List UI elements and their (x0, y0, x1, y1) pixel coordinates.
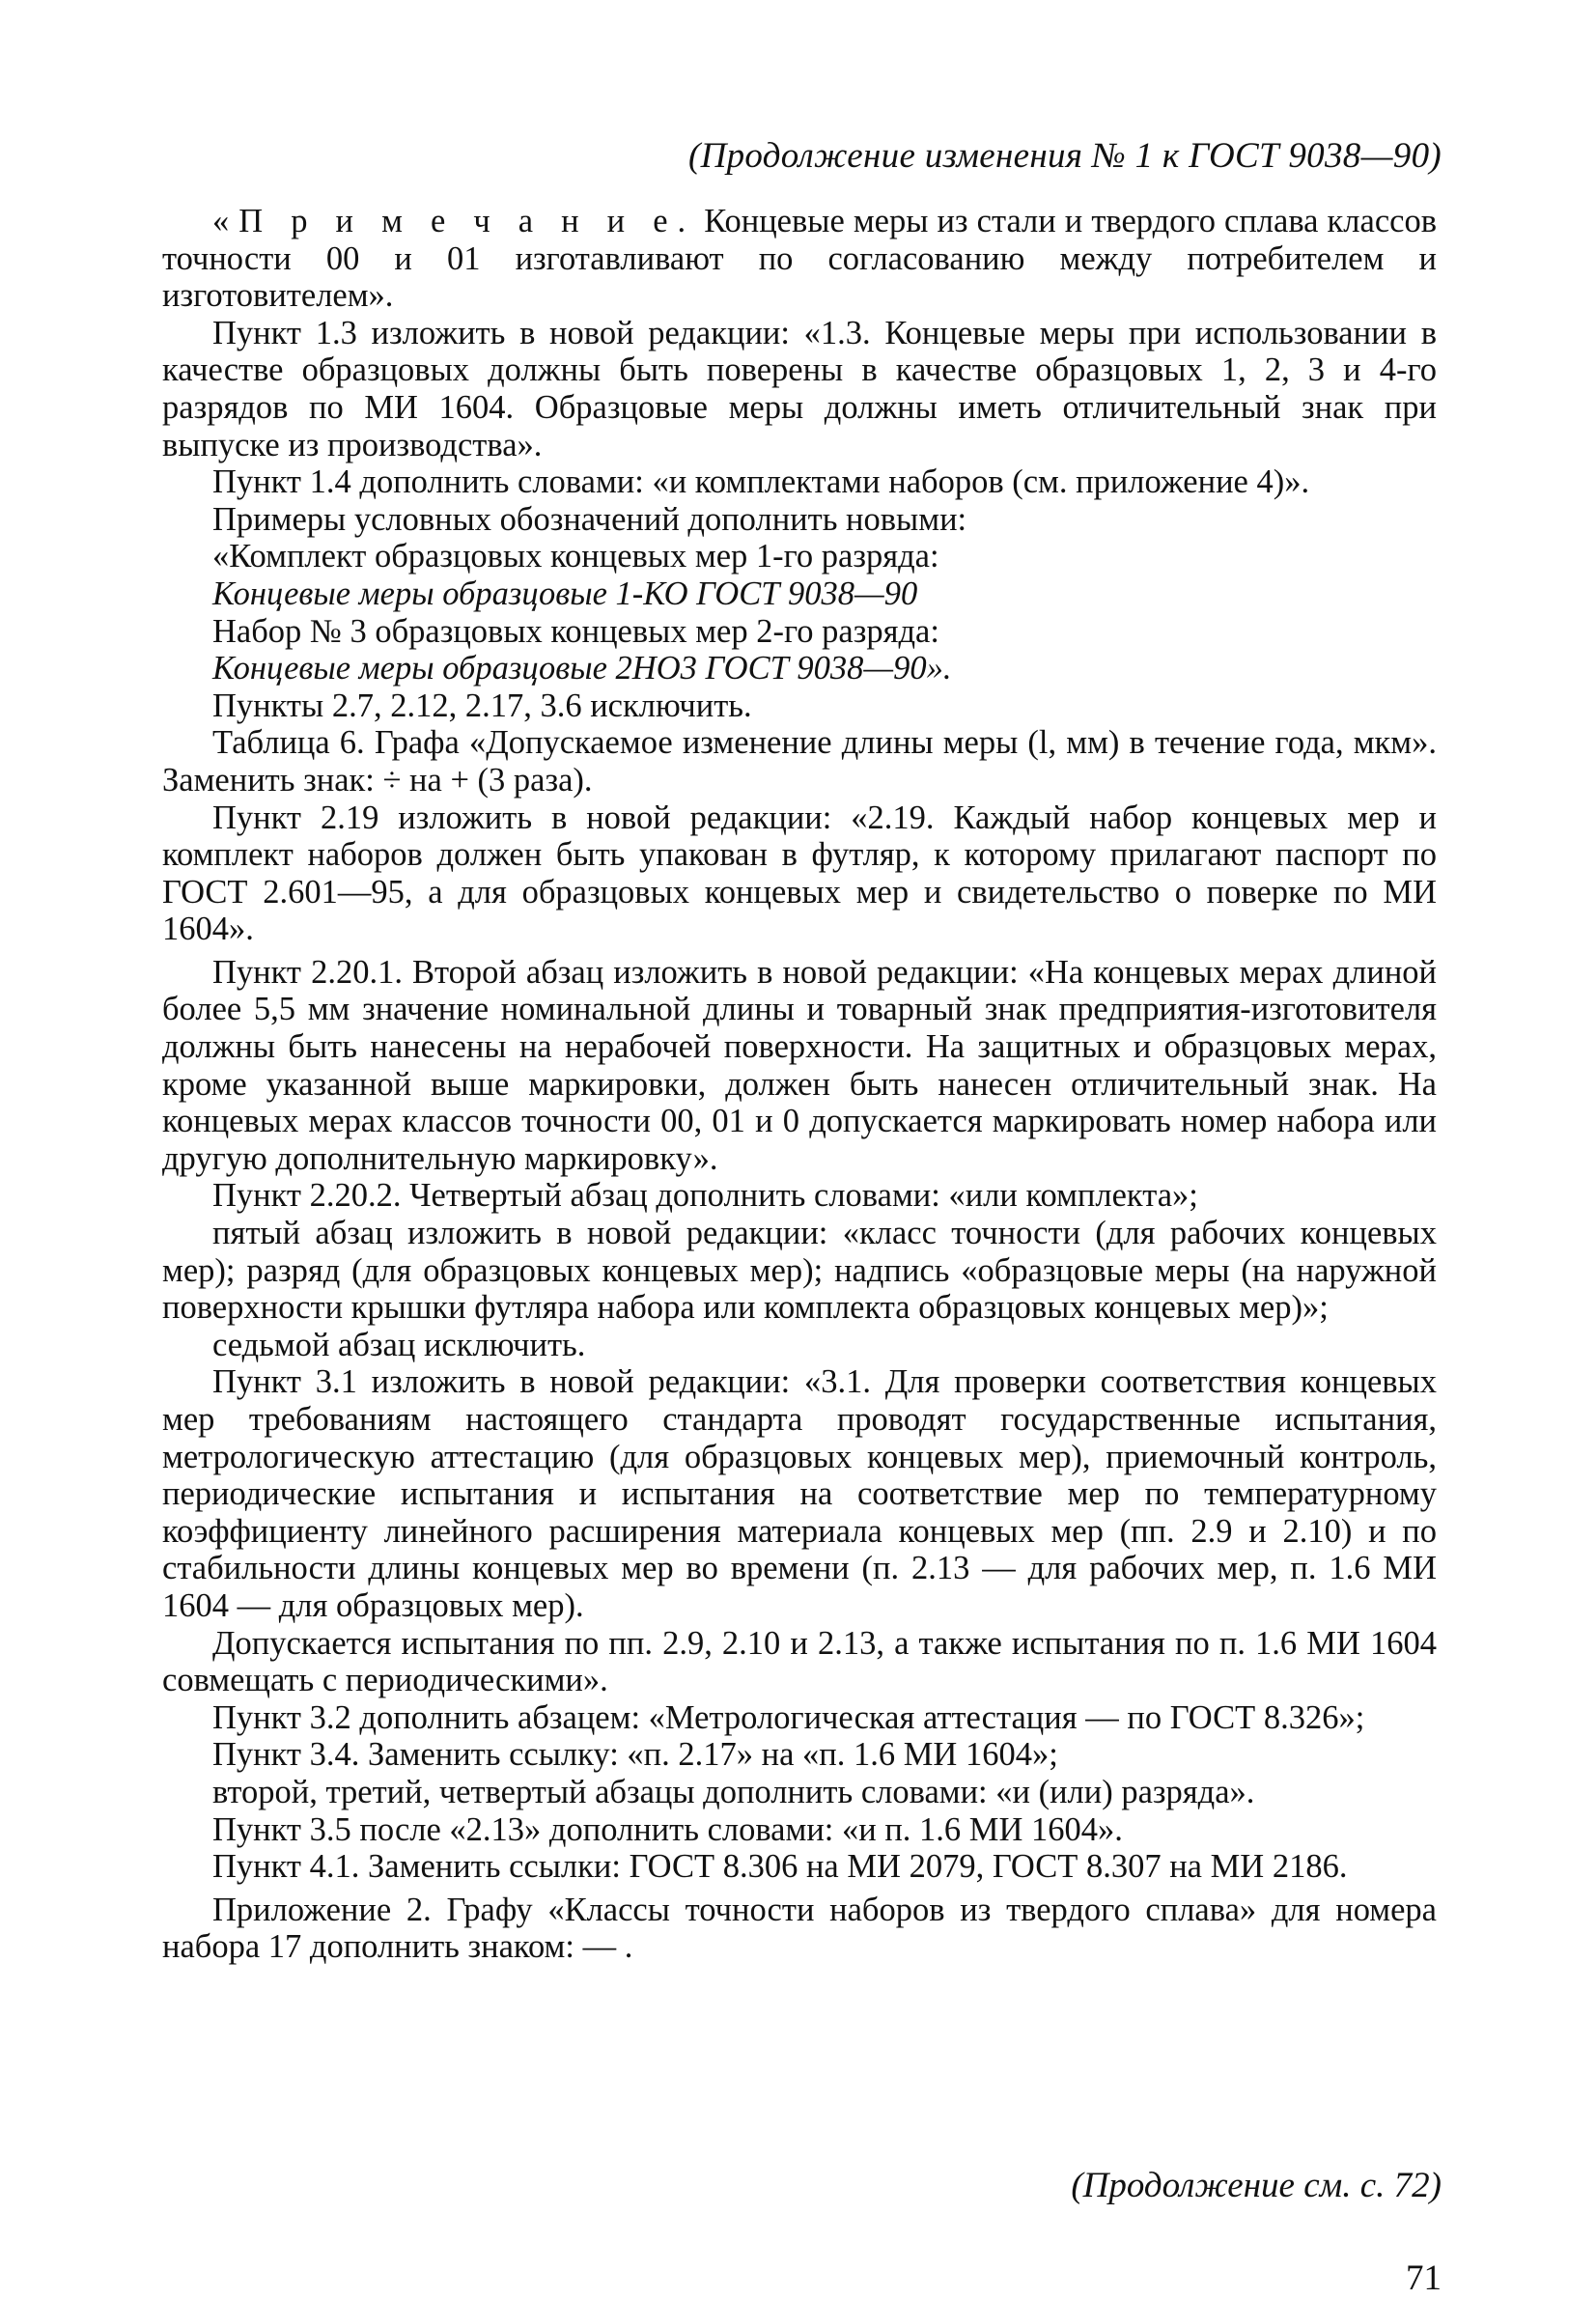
paragraph-second-third: второй, третий, четвертый абзацы дополнить словами: «и (или) разряда». (212, 1773, 1255, 1810)
paragraph-2-20-1: Пункт 2.20.1. Второй абзац изложить в новой редакции: «На концевых мерах длиной более 5,5 мм значение номинальной длины и товарный знак предприятия-изготовителя должны быть нанесены на нерабочей поверхности. На защитных и образцовых мерах, кроме указанной выше маркировки, должен быть нанесен отличительный знак. На концевых мерах классов точности 00, 01 и 0 допускается маркировать номер набора или другую дополнительную маркировку». (162, 953, 1437, 1177)
paragraph-1-4: Пункт 1.4 дополнить словами: «и комплектами наборов (см. приложение 4)». (212, 463, 1310, 501)
note-label: «П р и м е ч а н и е. (212, 203, 696, 239)
paragraph-4-1: Пункт 4.1. Заменить ссылки: ГОСТ 8.306 на МИ 2079, ГОСТ 8.307 на МИ 2186. (212, 1848, 1348, 1886)
paragraph-permitted: Допускается испытания по пп. 2.9, 2.10 и 2.13, а также испытания по п. 1.6 МИ 1604 совмещать с периодическими». (162, 1624, 1437, 1699)
paragraph-1-3: Пункт 1.3 изложить в новой редакции: «1.3. Концевые меры при использовании в качестве образцовых должны быть поверены в качестве образцовых 1, 2, 3 и 4-го разрядов по МИ 1604. Образцовые меры должны иметь отличительный знак при выпуске из производства». (162, 314, 1437, 463)
paragraph-set-example: Набор № 3 образцовых концевых мер 2-го разряда: (212, 612, 939, 650)
paragraph-2-19: Пункт 2.19 изложить в новой редакции: «2.19. Каждый набор концевых мер и комплект наборов должен быть упакован в футляр, к которому прилагают паспорт по ГОСТ 2.601—95, а для образцовых концевых мер и свидетельство о поверке по МИ 1604». (162, 799, 1437, 948)
paragraph-kit-example: «Комплект образцовых концевых мер 1-го разряда: (212, 538, 939, 575)
paragraph-fifth: пятый абзац изложить в новой редакции: «класс точности (для рабочих концевых мер); разряд (для образцовых концевых мер); надпись «образцовые меры (на наружной поверхности крышки футляра набора или комплекта образцовых концевых мер)»; (162, 1215, 1437, 1327)
paragraph-3-5: Пункт 3.5 после «2.13» дополнить словами: «и п. 1.6 МИ 1604». (212, 1810, 1123, 1848)
paragraph-seventh: седьмой абзац исключить. (212, 1326, 586, 1363)
page-number: 71 (1406, 2258, 1442, 2298)
running-header: (Продолжение изменения № 1 к ГОСТ 9038—90) (687, 136, 1442, 176)
paragraph-examples: Примеры условных обозначений дополнить новыми: (212, 500, 967, 538)
note-text: Концевые меры из стали и твердого сплава классов точности 00 и 01 изготавливают по согласованию между потребителем и изготовителем». (162, 203, 1437, 315)
paragraph-table-6: Таблица 6. Графа «Допускаемое изменение длины меры (l, мм) в течение года, мкм». Заменить знак: ÷ на + (3 раза). (162, 724, 1437, 799)
paragraph-appendix-2: Приложение 2. Графу «Классы точности наборов из твердого сплава» для номера набора 17 дополнить знаком: — . (162, 1891, 1437, 1966)
paragraph-exclude: Пункты 2.7, 2.12, 2.17, 3.6 исключить. (212, 687, 752, 724)
paragraph-3-1: Пункт 3.1 изложить в новой редакции: «3.1. Для проверки соответствия концевых мер требованиям настоящего стандарта проводят государственные испытания, метрологическую аттестацию (для образцовых концевых мер), приемочный контроль, периодические испытания и испытания на соответствие мер по температурному коэффициенту линейного расширения материала концевых мер (пп. 2.9 и 2.10) и по стабильности длины концевых мер во времени (п. 2.13 — для рабочих мер, п. 1.6 МИ 1604 — для образцовых мер). (162, 1363, 1437, 1624)
paragraph-3-4: Пункт 3.4. Заменить ссылку: «п. 2.17» на «п. 1.6 МИ 1604»; (212, 1736, 1058, 1774)
designation-example-2: Концевые меры образцовые 2НО3 ГОСТ 9038—90». (212, 650, 952, 687)
document-body (162, 203, 1437, 1966)
paragraph-2-20-2: Пункт 2.20.2. Четвертый абзац дополнить словами: «или комплекта»; (212, 1177, 1198, 1215)
paragraph-3-2: Пункт 3.2 дополнить абзацем: «Метрологическая аттестация — по ГОСТ 8.326»; (212, 1698, 1365, 1736)
continuation-note: (Продолжение см. с. 72) (1071, 2166, 1442, 2205)
note-paragraph (162, 203, 1437, 315)
designation-example-1: Концевые меры образцовые 1-КО ГОСТ 9038—90 (212, 575, 918, 612)
